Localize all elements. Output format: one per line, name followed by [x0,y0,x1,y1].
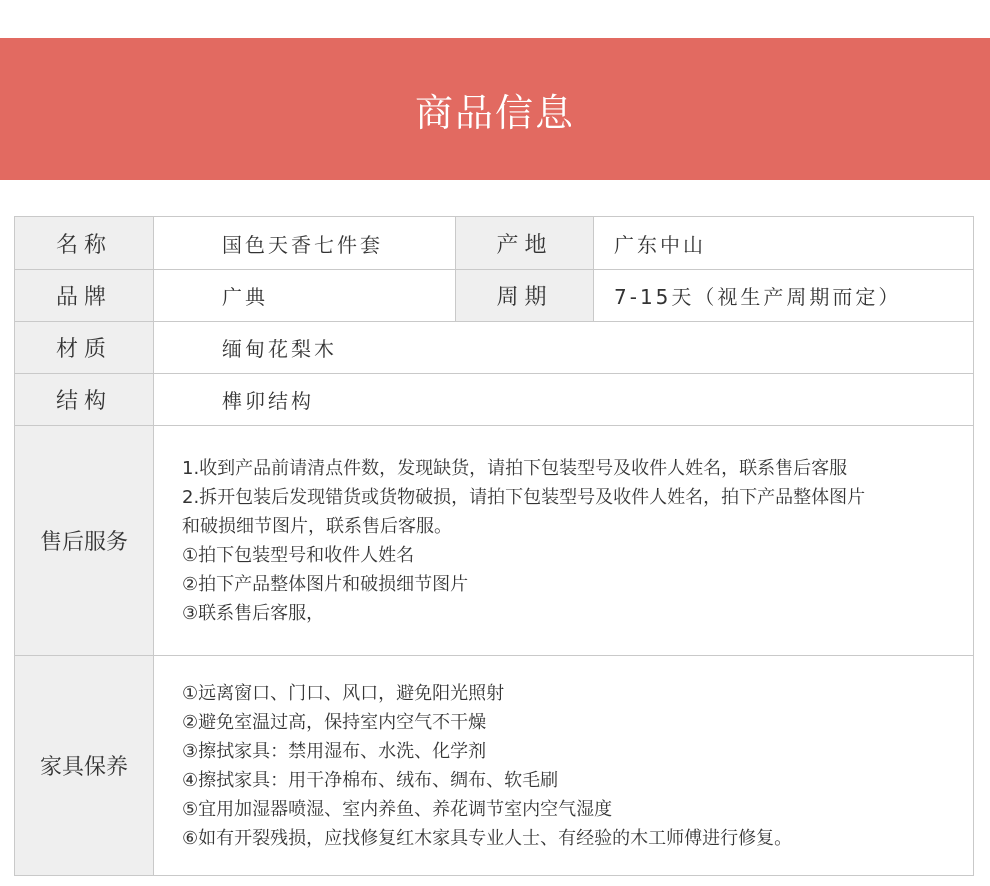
after-sales-line: 1.收到产品前请清点件数，发现缺货，请拍下包装型号及收件人姓名，联系售后客服 [182,457,848,479]
header-banner [0,38,990,180]
care-line: ①远离窗口、门口、风口，避免阳光照射 [182,682,505,704]
care-line: ②避免室温过高，保持室内空气不干燥 [182,711,487,733]
table-row-name [15,217,973,269]
origin-value: 广东中山 [593,217,973,269]
table-row-material [15,321,973,373]
after-sales-line: 和破损细节图片，联系售后客服。 [182,515,452,537]
care-text [153,656,973,875]
after-sales-line: ③联系售后客服， [182,602,325,624]
material-label: 材质 [15,322,153,373]
origin-label: 产地 [455,217,593,269]
care-line: ④擦拭家具：用干净棉布、绒布、绸布、软毛刷 [182,769,559,791]
care-label: 家具保养 [15,656,153,875]
care-line: ⑤宜用加湿器喷湿、室内养鱼、养花调节室内空气湿度 [182,798,613,820]
material-value: 缅甸花梨木 [153,322,973,373]
care-line: ③擦拭家具：禁用湿布、水洗、化学剂 [182,740,487,762]
table-row-structure [15,373,973,425]
structure-label: 结构 [15,374,153,425]
table-row-care [15,655,973,875]
after-sales-line: ①拍下包装型号和收件人姓名 [182,544,415,566]
after-sales-label: 售后服务 [15,426,153,655]
product-info-table [14,216,974,876]
care-line: ⑥如有开裂残损，应找修复红木家具专业人士、有经验的木工师傅进行修复。 [182,827,793,849]
after-sales-line: 2.拆开包装后发现错货或货物破损，请拍下包装型号及收件人姓名，拍下产品整体图片 [182,486,866,508]
name-label: 名称 [15,217,153,269]
table-row-after-sales [15,425,973,655]
page-title: 商品信息 [414,90,575,135]
after-sales-text [153,426,973,655]
name-value: 国色天香七件套 [153,217,455,269]
brand-value: 广典 [153,270,455,321]
period-label: 周期 [455,270,593,321]
structure-value: 榫卯结构 [153,374,973,425]
brand-label: 品牌 [15,270,153,321]
table-row-brand [15,269,973,321]
after-sales-line: ②拍下产品整体图片和破损细节图片 [182,573,469,595]
period-value: 7-15天（视生产周期而定） [593,270,973,321]
